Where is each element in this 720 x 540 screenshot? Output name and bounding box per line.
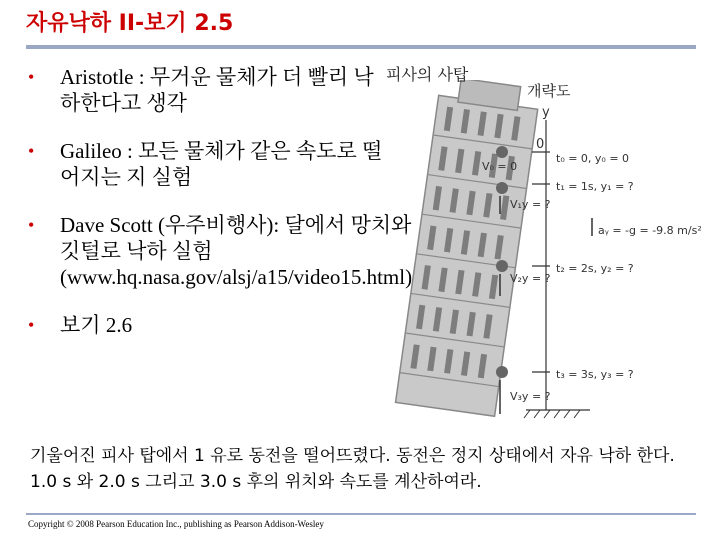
bullet-item	[28, 138, 383, 190]
bullet-dot-icon: •	[28, 215, 35, 235]
bullet-item	[28, 212, 413, 290]
y-axis-label: y	[542, 105, 550, 120]
diagram-row-right: t₃ = 3s, y₃ = ?	[556, 368, 634, 381]
diagram-row-right: aᵧ = -g = -9.8 m/s²	[598, 224, 702, 237]
bullet-text: Galileo : 모든 물체가 같은 속도로 떨어지는 지 실험	[60, 139, 383, 189]
bullet-text: Aristotle : 무거운 물체가 더 빨리 낙하한다고 생각	[60, 65, 374, 115]
free-fall-diagram	[480, 100, 720, 430]
tower-photo-label: 피사의 사탑	[386, 65, 469, 84]
diagram-row-left: V₂y = ?	[510, 272, 551, 285]
bullet-dot-icon: •	[28, 141, 35, 161]
diagram-row-right: t₂ = 2s, y₂ = ?	[556, 262, 634, 275]
coin-icon	[496, 260, 508, 272]
bullet-item	[28, 312, 383, 338]
diagram-row-right: t₁ = 1s, y₁ = ?	[556, 180, 634, 193]
origin-label: 0	[536, 137, 545, 152]
bullet-text: Dave Scott (우주비행사): 달에서 망치와 깃털로 낙하 실험 (www.hq.nasa.gov/alsj/a15/video15.html)	[60, 213, 413, 289]
bullet-list	[28, 64, 413, 360]
bullet-text: 보기 2.6	[60, 313, 133, 337]
coin-icon	[496, 182, 508, 194]
slide-title: 자유낙하 II-보기 2.5	[26, 11, 234, 36]
diagram-label: 개략도	[527, 82, 571, 100]
title-divider	[26, 45, 696, 49]
bullet-dot-icon: •	[28, 315, 35, 335]
diagram-row-left: V₀ = 0	[482, 160, 518, 173]
coin-icon	[496, 146, 508, 158]
bullet-item	[28, 64, 383, 116]
copyright-text: Copyright © 2008 Pearson Education Inc., publishing as Pearson Addison-Wesley	[28, 519, 324, 529]
diagram-row-left: V₁y = ?	[510, 198, 551, 211]
diagram-row-left: V₃y = ?	[510, 390, 551, 403]
problem-statement: 기울어진 피사 탑에서 1 유로 동전을 떨어뜨렸다. 동전은 정지 상태에서 자유 낙하 한다. 1.0 s 와 2.0 s 그리고 3.0 s 후의 위치와 속도를 계산하여라.	[30, 446, 675, 492]
bullet-dot-icon: •	[28, 67, 35, 87]
coin-icon	[496, 366, 508, 378]
footer-divider	[26, 513, 696, 515]
diagram-row-right: t₀ = 0, y₀ = 0	[556, 152, 630, 165]
